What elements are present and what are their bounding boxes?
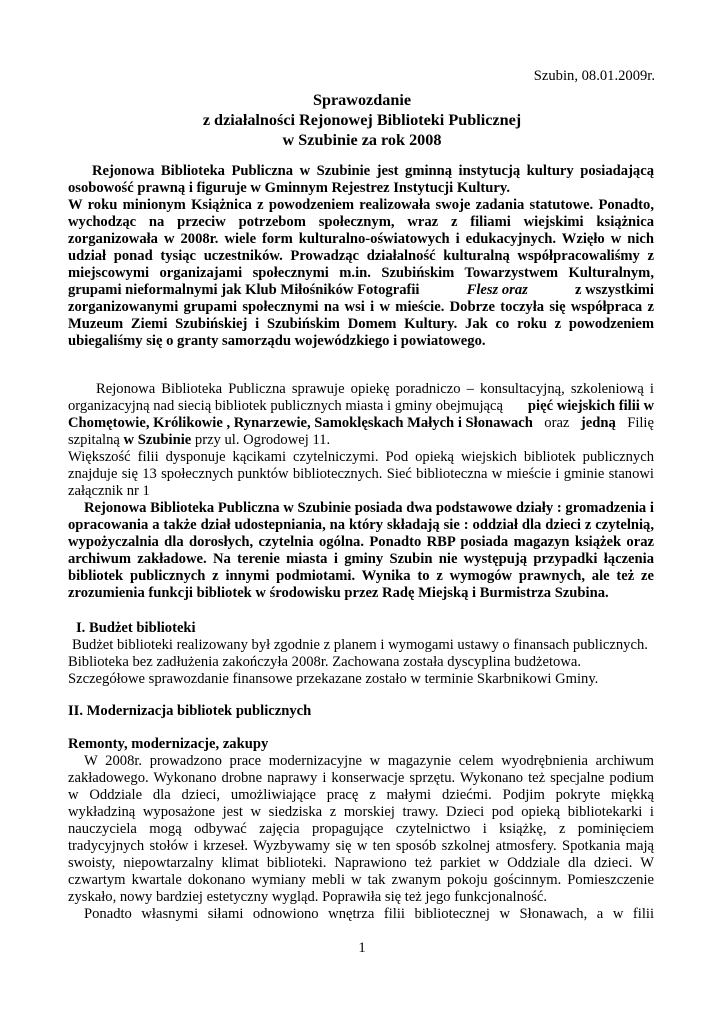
care-line-part: przy ul. Ogrodowej 11. bbox=[194, 432, 331, 448]
care-line-part-bold: pięć wiejskich filii w bbox=[527, 398, 654, 414]
budget-line: Budżet biblioteki realizowany był zgodnie z planem i wymogami ustawy o finansach publicznych. bbox=[72, 637, 648, 653]
intro-line: wychodząc na przeciw potrzebom społecznym, wraz z filiami wiejskimi książnica bbox=[68, 214, 654, 230]
care-line: Rejonowa Biblioteka Publiczna w Szubinie posiada dwa podstawowe działy : gromadzenia i bbox=[84, 500, 654, 516]
care-line: znajduje się 13 społecznych punktów bibliotecznych. Sieć biblioteczna w mieście i gminie stanowi bbox=[68, 466, 654, 482]
intro-line-part: grupami nieformalnymi jak Klub Miłośników Fotografii bbox=[68, 282, 420, 298]
modernization-subheading: Remonty, modernizacje, zakupy bbox=[68, 736, 269, 752]
care-line-part: oraz bbox=[544, 415, 570, 431]
care-line: Większość filii dysponuje kącikami czytelniczymi. Pod opieką wiejskich bibliotek publicznych bbox=[68, 449, 654, 465]
care-line bbox=[68, 415, 654, 432]
intro-line: osobowość prawną i figuruje w Gminnym Rejestrez Instytucji Kultury. bbox=[68, 180, 510, 196]
care-line: Rejonowa Biblioteka Publiczna sprawuje opiekę poradniczo – konsultacyjną, szkoleniową i bbox=[96, 381, 654, 397]
title-line-2: z działalności Rejonowej Biblioteki Publicznej bbox=[202, 111, 522, 129]
intro-line: zorganizowała w 2008r. wiele form kulturalno-oświatowych i edukacyjnych. Wzięło w nich bbox=[68, 231, 654, 247]
title-line-1: Sprawozdanie bbox=[312, 91, 412, 109]
budget-line: Biblioteka bez zadłużenia zakończyła 2008r. Zachowana została dyscyplina budżetowa. bbox=[68, 654, 582, 670]
intro-line: Rejonowa Biblioteka Publiczna w Szubinie jest gminną instytucją kultury posiadającą bbox=[92, 163, 654, 179]
intro-line: W roku minionym Książnica z powodzeniem realizowała swoje zadania statutowe. Ponadto, bbox=[68, 197, 654, 213]
care-line bbox=[68, 432, 330, 449]
modernization-line: wykładziną wyposażone jest w siedziska z morskiej trawy. Dzieci pod opieką bibliotekarki i bbox=[68, 804, 654, 820]
intro-line: zorganizowanymi grupami społecznymi na wsi i w mieście. Dobrze toczyła się współpraca z bbox=[68, 299, 654, 315]
modernization-line: Ponadto własnymi siłami odnowiono wnętrza filii bibliotecznej w Słonawach, a w filii bbox=[84, 906, 654, 922]
care-line: wypożyczalnia dla dorosłych, czytelnia ogólna. Ponadto RBP posiada magazyn książek oraz bbox=[68, 534, 654, 550]
care-line bbox=[68, 398, 654, 415]
title-line-3: w Szubinie za rok 2008 bbox=[282, 131, 442, 149]
care-line-part: Filię bbox=[627, 415, 654, 431]
place-date: Szubin, 08.01.2009r. bbox=[533, 68, 655, 84]
intro-line: Muzeum Ziemi Szubińskiej i Szubińskim Domem Kultury. Jak co roku z powodzeniem bbox=[68, 316, 654, 332]
intro-line-part: z wszystkimi bbox=[574, 282, 654, 298]
budget-heading: I. Budżet biblioteki bbox=[76, 620, 196, 636]
modernization-line: W 2008r. prowadzono prace modernizacyjne w magazynie celem wyodrębnienia archiwum bbox=[84, 753, 654, 769]
modernization-line: tradycyjnych stołów i krzeseł. Wyzbywamy się w ten sposób szkolnej atmosfery. Spotkania mają bbox=[68, 838, 654, 854]
care-line: opracowania a także dział udostepniania, na który składają sie : oddział dla dzieci z czytelnią, bbox=[68, 517, 654, 533]
modernization-line: zakładowego. Wykonano drobne naprawy i konserwacje sprzętu. Wykonano też specjalne podium bbox=[68, 770, 654, 786]
care-line: załącznik nr 1 bbox=[68, 483, 150, 499]
intro-line-part-italic: Flesz oraz bbox=[466, 282, 528, 298]
page-number: 1 bbox=[358, 940, 366, 956]
care-line: zrozumienia funkcji bibliotek w środowisku przez Radę Miejską i Burmistrza Szubina. bbox=[68, 585, 609, 601]
intro-line: ubiegaliśmy się o granty samorządu wojewódzkiego i powiatowego. bbox=[68, 333, 486, 349]
care-line-part-bold: Chomętowie, Królikowie , Rynarzewie, Samoklęskach Małych i Słonawach bbox=[68, 415, 533, 431]
care-line-part: szpitalną bbox=[68, 432, 120, 448]
care-line: archiwum zakładowe. Na terenie miasta i gminy Szubin nie występują przypadki łączenia bbox=[68, 551, 654, 567]
intro-line: udział ponad tysiąc uczestników. Prowadząc działalność kulturalną współpracowaliśmy z bbox=[68, 248, 654, 264]
care-line-part-bold: jedną bbox=[580, 415, 616, 431]
care-line: bibliotek publicznych z innymi podmiotami. Wynika to z wymogów prawnych, ale też ze bbox=[68, 568, 654, 584]
care-line-part: organizacyjną nad siecią bibliotek publicznych miasta i gminy obejmującą bbox=[68, 398, 503, 414]
budget-line: Szczegółowe sprawozdanie finansowe przekazane zostało w terminie Skarbnikowi Gminy. bbox=[68, 671, 599, 687]
modernization-line: zyskało, nowy bardziej estetyczny wygląd. Poprawiła się też jego funkcjonalność. bbox=[68, 889, 548, 905]
modernization-line: w Oddziale dla dzieci, umożliwiające pracę z małymi dziećmi. Podjim pokryte miękką bbox=[68, 787, 654, 803]
intro-line bbox=[68, 282, 654, 299]
modernization-line: nauczyciela mogą odbywać zajęcia propagujące czytelnictwo i książkę, z pominięciem bbox=[68, 821, 654, 837]
modernization-heading: II. Modernizacja bibliotek publicznych bbox=[68, 703, 312, 719]
modernization-line: czwartym kwartale dokonano wymiany mebli w tak zwanym pokoju gościnnym. Pomieszczenie bbox=[68, 872, 654, 888]
modernization-line: swoisty, niepowtarzalny klimat biblioteki. Naprawiono też parkiet w Oddziale dla dzieci. W bbox=[68, 855, 654, 871]
intro-line: miejscowymi organizajami społecznymi m.in. Szubińskim Towarzystwem Kulturalnym, bbox=[68, 265, 654, 281]
care-line-part-bold: w Szubinie bbox=[123, 432, 192, 448]
